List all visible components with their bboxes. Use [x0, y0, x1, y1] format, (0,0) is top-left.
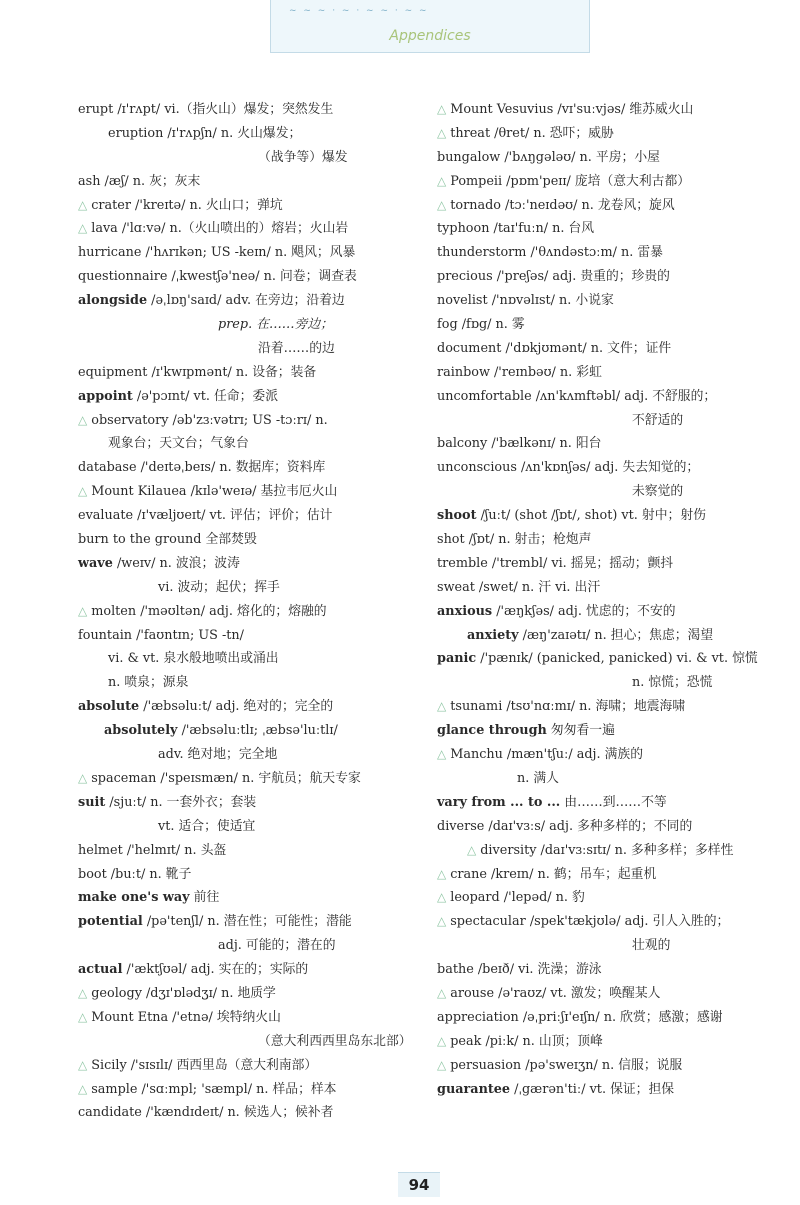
entry-text: Mount Vesuvius /vɪ'suːvjəs/ 维苏威火山 — [450, 102, 694, 117]
definition: /'pænɪk/ (panicked, panicked) vi. & vt. 惊慌 — [476, 651, 758, 667]
entry-text: adv. 绝对地；完全地 — [158, 747, 278, 763]
vocab-entry — [78, 361, 428, 385]
vocab-entry — [437, 170, 777, 194]
vocab-entry — [437, 839, 777, 863]
vocab-entry — [437, 886, 777, 910]
vocab-entry — [437, 456, 777, 480]
page-number: 94 — [398, 1172, 440, 1197]
vocab-entry — [78, 1054, 428, 1078]
entry-text: equipment /ɪ'kwɪpmənt/ n. 设备；装备 — [78, 364, 317, 380]
entry-text: sweat /swet/ n. 汗 vi. 出汗 — [437, 579, 601, 595]
vocab-entry — [437, 528, 777, 552]
definition: /'æbsəluːtlɪ; ˌæbsə'luːtlɪ/ — [177, 723, 338, 739]
vocab-entry — [437, 1030, 777, 1054]
triangle-marker-icon: △ — [78, 1081, 88, 1096]
vocab-entry — [437, 552, 777, 576]
vocab-entry — [78, 337, 428, 361]
vocab-entry — [437, 361, 777, 385]
entry-text: n. 惊慌；恐慌 — [632, 675, 713, 691]
headword: appoint — [78, 388, 133, 404]
vocab-entry — [78, 241, 428, 265]
vocab-entry — [78, 886, 428, 910]
entry-text: n. 满人 — [517, 770, 559, 786]
headword: vary from ... to ... — [437, 794, 561, 810]
vocab-entry — [78, 671, 428, 695]
definition: /ə'pɔɪnt/ vt. 任命；委派 — [132, 388, 278, 404]
triangle-marker-icon: △ — [78, 1057, 88, 1072]
vocab-entry — [437, 432, 777, 456]
right-vocabulary-column — [437, 98, 777, 1101]
vocab-entry — [437, 671, 777, 695]
vocab-entry — [437, 217, 777, 241]
entry-text: peak /piːk/ n. 山顶；顶峰 — [450, 1033, 603, 1049]
vocab-entry — [437, 910, 777, 934]
entry-text: Pompeii /pɒm'peɪɪ/ 庞培（意大利古都） — [450, 173, 691, 189]
vocab-entry — [78, 1101, 428, 1125]
vocab-entry — [78, 576, 428, 600]
entry-text: typhoon /taɪ'fuːn/ n. 台风 — [437, 221, 595, 237]
vocab-entry — [437, 289, 777, 313]
entry-text: 沿着……的边 — [258, 340, 335, 356]
entry-text: Sicily /'sɪsɪlɪ/ 西西里岛（意大利南部） — [91, 1057, 318, 1073]
entry-text: diverse /daɪ'vɜːs/ adj. 多种多样的；不同的 — [437, 818, 693, 834]
definition: /'æbsəluːt/ adj. 绝对的；完全的 — [139, 699, 334, 715]
vocab-entry — [78, 767, 428, 791]
entry-text: Manchu /mæn'tʃuː/ adj. 满族的 — [450, 747, 644, 763]
vocab-entry — [78, 217, 428, 241]
definition: /ʃuːt/ (shot /ʃɒt/, shot) vt. 射中；射伤 — [476, 508, 706, 524]
headword: suit — [78, 794, 106, 810]
triangle-marker-icon: △ — [437, 1033, 447, 1048]
entry-text: geology /dʒɪ'ɒlədʒɪ/ n. 地质学 — [91, 985, 276, 1001]
vocab-entry — [78, 480, 428, 504]
entry-text: evaluate /ɪ'væljʊeɪt/ vt. 评估；评价；估计 — [78, 508, 333, 524]
vocab-entry — [437, 146, 777, 170]
vocab-entry — [437, 934, 777, 958]
entry-text: arouse /ə'raʊz/ vt. 激发；唤醒某人 — [450, 985, 661, 1001]
vocab-entry — [437, 1054, 777, 1078]
entry-text: tremble /'trembl/ vi. 摇晃；摇动；颤抖 — [437, 555, 674, 571]
vocab-entry — [78, 1030, 428, 1054]
entry-text: ash /æʃ/ n. 灰；灰末 — [78, 173, 201, 189]
vocab-entry — [78, 98, 428, 122]
entry-text: vi. & vt. 泉水般地喷出或涌出 — [108, 651, 279, 667]
vocab-entry — [78, 982, 428, 1006]
headword: make one's way — [78, 890, 190, 906]
vocab-entry — [437, 647, 777, 671]
entry-text: n. 喷泉；源泉 — [108, 675, 189, 691]
vocab-entry — [78, 647, 428, 671]
entry-text: crater /'kreɪtə/ n. 火山口；弹坑 — [91, 197, 283, 213]
vocab-entry — [437, 409, 777, 433]
entry-text: helmet /'helmɪt/ n. 头盔 — [78, 842, 227, 858]
left-vocabulary-column — [78, 98, 428, 1125]
triangle-marker-icon: △ — [78, 770, 88, 785]
vocab-entry — [78, 170, 428, 194]
entry-text: vi. 波动；起伏；挥手 — [158, 579, 280, 595]
vocab-entry — [437, 194, 777, 218]
definition: 由……到……不等 — [560, 794, 667, 810]
vocab-entry — [78, 1078, 428, 1102]
header-title: Appendices — [389, 28, 471, 44]
entry-text: diversity /daɪ'vɜːsɪtɪ/ n. 多种多样；多样性 — [480, 842, 734, 858]
vocab-entry — [437, 313, 777, 337]
entry-text: （战争等）爆发 — [258, 149, 348, 165]
definition: /pə'tenʃl/ n. 潜在性；可能性；潜能 — [142, 914, 352, 930]
triangle-marker-icon: △ — [437, 914, 447, 929]
triangle-marker-icon: △ — [437, 173, 447, 188]
entry-text: 壮观的 — [632, 938, 671, 954]
entry-text: 不舒适的 — [632, 412, 684, 428]
triangle-marker-icon: △ — [437, 102, 447, 116]
entry-text: bungalow /'bʌŋgələʊ/ n. 平房；小屋 — [437, 149, 660, 165]
entry-text: novelist /'nɒvəlɪst/ n. 小说家 — [437, 293, 614, 309]
vocab-entry — [437, 480, 777, 504]
headword: anxious — [437, 603, 493, 619]
vocab-entry — [78, 194, 428, 218]
vocab-entry — [78, 409, 428, 433]
vocab-entry — [78, 934, 428, 958]
entry-text: leopard /'lepəd/ n. 豹 — [450, 890, 585, 906]
vocab-entry — [78, 743, 428, 767]
vocab-entry — [78, 839, 428, 863]
definition: /ˌgærən'tiː/ vt. 保证；担保 — [510, 1081, 675, 1097]
entry-text: lava /'lɑːvə/ n.（火山喷出的）熔岩；火山岩 — [91, 221, 349, 237]
vocab-entry — [437, 958, 777, 982]
definition: 前往 — [189, 890, 220, 906]
vocab-entry — [437, 815, 777, 839]
vocab-entry — [437, 695, 777, 719]
vocab-entry — [437, 791, 777, 815]
vocab-entry — [78, 910, 428, 934]
entry-text: database /'deɪtəˌbeɪs/ n. 数据库；资料库 — [78, 460, 326, 476]
entry-text: boot /buːt/ n. 靴子 — [78, 866, 192, 882]
vocab-entry — [78, 791, 428, 815]
definition: /'æktʃʊəl/ adj. 实在的；实际的 — [122, 962, 309, 978]
entry-text: candidate /'kændɪdeɪt/ n. 候选人；候补者 — [78, 1105, 334, 1121]
vocab-entry — [78, 456, 428, 480]
triangle-marker-icon: △ — [437, 125, 447, 140]
entry-text: Mount Kilauea /kɪlə'weɪə/ 基拉韦厄火山 — [91, 484, 338, 500]
vocab-entry — [78, 432, 428, 456]
definition: /əˌlɒŋ'saɪd/ adv. 在旁边；沿着边 — [147, 293, 345, 309]
vocab-entry — [437, 767, 777, 791]
headword: potential — [78, 914, 143, 930]
appendices-header-tab — [270, 0, 590, 53]
entry-text: sample /'sɑːmpl; 'sæmpl/ n. 样品；样本 — [91, 1081, 337, 1097]
headword: actual — [78, 962, 123, 978]
headword: anxiety — [467, 627, 519, 643]
triangle-marker-icon: △ — [78, 412, 88, 427]
vocab-entry — [78, 600, 428, 624]
entry-text: rainbow /'reɪnbəʊ/ n. 彩虹 — [437, 364, 602, 380]
triangle-marker-icon: △ — [437, 866, 447, 881]
vocab-entry — [437, 265, 777, 289]
entry-text: 观象台；天文台；气象台 — [108, 436, 249, 452]
definition: /'æŋkʃəs/ adj. 忧虑的；不安的 — [492, 603, 676, 619]
vocab-entry — [437, 1078, 777, 1102]
triangle-marker-icon: △ — [437, 890, 447, 905]
definition: /æŋ'zaɪətɪ/ n. 担心；焦虑；渴望 — [518, 627, 714, 643]
vocab-entry — [437, 719, 777, 743]
headword: shoot — [437, 508, 477, 524]
headword: glance through — [437, 723, 547, 739]
headword: guarantee — [437, 1081, 511, 1097]
entry-text: document /'dɒkjʊmənt/ n. 文件；证件 — [437, 340, 672, 356]
triangle-marker-icon: △ — [437, 197, 447, 212]
entry-text: spaceman /'speɪsmæn/ n. 宇航员；航天专家 — [91, 770, 361, 786]
entry-text: fountain /'faʊntɪn; US -tn/ — [78, 627, 244, 643]
vocab-entry — [78, 552, 428, 576]
triangle-marker-icon: △ — [78, 1009, 88, 1024]
entry-text: thunderstorm /'θʌndəstɔːm/ n. 雷暴 — [437, 245, 663, 261]
entry-text: bathe /beɪð/ vi. 洗澡；游泳 — [437, 962, 602, 978]
vocab-entry — [437, 98, 777, 122]
triangle-marker-icon: △ — [437, 747, 447, 762]
vocab-entry — [78, 1006, 428, 1030]
entry-text: prep. 在……旁边； — [218, 317, 333, 333]
triangle-marker-icon: △ — [467, 842, 477, 857]
vocab-entry — [78, 385, 428, 409]
entry-text: threat /θret/ n. 恐吓；威胁 — [450, 125, 614, 141]
entry-text: balcony /'bælkənɪ/ n. 阳台 — [437, 436, 602, 452]
headword: absolutely — [104, 723, 178, 739]
headword: panic — [437, 651, 477, 667]
vocab-entry — [78, 122, 428, 146]
vocab-entry — [437, 982, 777, 1006]
triangle-marker-icon: △ — [78, 221, 88, 236]
vocab-entry — [78, 719, 428, 743]
entry-text: molten /'məʊltən/ adj. 熔化的；熔融的 — [91, 603, 327, 619]
entry-text: adj. 可能的；潜在的 — [218, 938, 336, 954]
entry-text: observatory /əb'zɜːvətrɪ; US -tɔːrɪ/ n. — [91, 412, 328, 428]
vocab-entry — [437, 863, 777, 887]
entry-text: persuasion /pə'sweɪʒn/ n. 信服；说服 — [450, 1057, 683, 1073]
triangle-marker-icon: △ — [78, 985, 88, 1000]
triangle-marker-icon: △ — [78, 603, 88, 618]
entry-text: shot /ʃɒt/ n. 射击；枪炮声 — [437, 532, 592, 548]
entry-text: crane /kreɪn/ n. 鹤；吊车；起重机 — [450, 866, 657, 882]
entry-text: uncomfortable /ʌn'kʌmftəbl/ adj. 不舒服的； — [437, 388, 717, 404]
definition: /sjuːt/ n. 一套外衣；套装 — [105, 794, 257, 810]
vocab-entry — [78, 313, 428, 337]
entry-text: eruption /ɪ'rʌpʃn/ n. 火山爆发； — [108, 125, 302, 141]
vocab-entry — [78, 528, 428, 552]
entry-text: appreciation /əˌpriːʃɪ'eɪʃn/ n. 欣赏；感激；感谢 — [437, 1009, 723, 1025]
triangle-marker-icon: △ — [437, 699, 447, 714]
entry-text: burn to the ground 全部焚毁 — [78, 532, 257, 548]
vocab-entry — [437, 337, 777, 361]
vocab-entry — [437, 504, 777, 528]
triangle-marker-icon: △ — [78, 197, 88, 212]
entry-text: hurricane /'hʌrɪkən; US -keɪn/ n. 飓风；风暴 — [78, 245, 356, 261]
entry-text: erupt /ɪ'rʌpt/ vi.（指火山）爆发；突然发生 — [78, 102, 334, 117]
vocab-entry — [437, 385, 777, 409]
vocab-entry — [437, 624, 777, 648]
headword: alongside — [78, 293, 148, 309]
vocab-entry — [78, 504, 428, 528]
entry-text: vt. 适合；使适宜 — [158, 818, 256, 834]
vocab-entry — [78, 146, 428, 170]
vocab-entry — [78, 815, 428, 839]
entry-text: （意大利西西里岛东北部） — [258, 1033, 412, 1049]
vocab-entry — [78, 863, 428, 887]
vocab-entry — [437, 743, 777, 767]
entry-text: Mount Etna /'etnə/ 埃特纳火山 — [91, 1009, 281, 1025]
vocab-entry — [437, 241, 777, 265]
entry-text: 未察觉的 — [632, 484, 684, 500]
triangle-marker-icon: △ — [437, 1057, 447, 1072]
entry-text: fog /fɒg/ n. 雾 — [437, 317, 525, 333]
vocab-entry — [78, 289, 428, 313]
definition: /weɪv/ n. 波浪；波涛 — [112, 555, 240, 571]
vocab-entry — [78, 624, 428, 648]
vocab-entry — [437, 600, 777, 624]
vocab-entry — [78, 958, 428, 982]
entry-text: questionnaire /ˌkwestʃə'neə/ n. 问卷；调查表 — [78, 269, 357, 285]
entry-text: tsunami /tsʊ'nɑːmɪ/ n. 海啸；地震海啸 — [450, 699, 686, 715]
vocab-entry — [437, 122, 777, 146]
triangle-marker-icon: △ — [78, 484, 88, 499]
headword: absolute — [78, 699, 140, 715]
vocab-entry — [78, 695, 428, 719]
entry-text: precious /'preʃəs/ adj. 贵重的；珍贵的 — [437, 269, 670, 285]
entry-text: spectacular /spek'tækjʊlə/ adj. 引人入胜的； — [450, 914, 730, 930]
vocab-entry — [437, 1006, 777, 1030]
vocab-entry — [437, 576, 777, 600]
vocab-entry — [78, 265, 428, 289]
definition: 匆匆看一遍 — [546, 723, 615, 739]
entry-text: unconscious /ʌn'kɒnʃəs/ adj. 失去知觉的； — [437, 460, 700, 476]
triangle-marker-icon: △ — [437, 985, 447, 1000]
header-decoration: ~ ~ ~ · ~ · ~ ~ · ~ ~ — [289, 6, 429, 16]
entry-text: tornado /tɔː'neɪdəʊ/ n. 龙卷风；旋风 — [450, 197, 675, 213]
headword: wave — [78, 555, 113, 571]
